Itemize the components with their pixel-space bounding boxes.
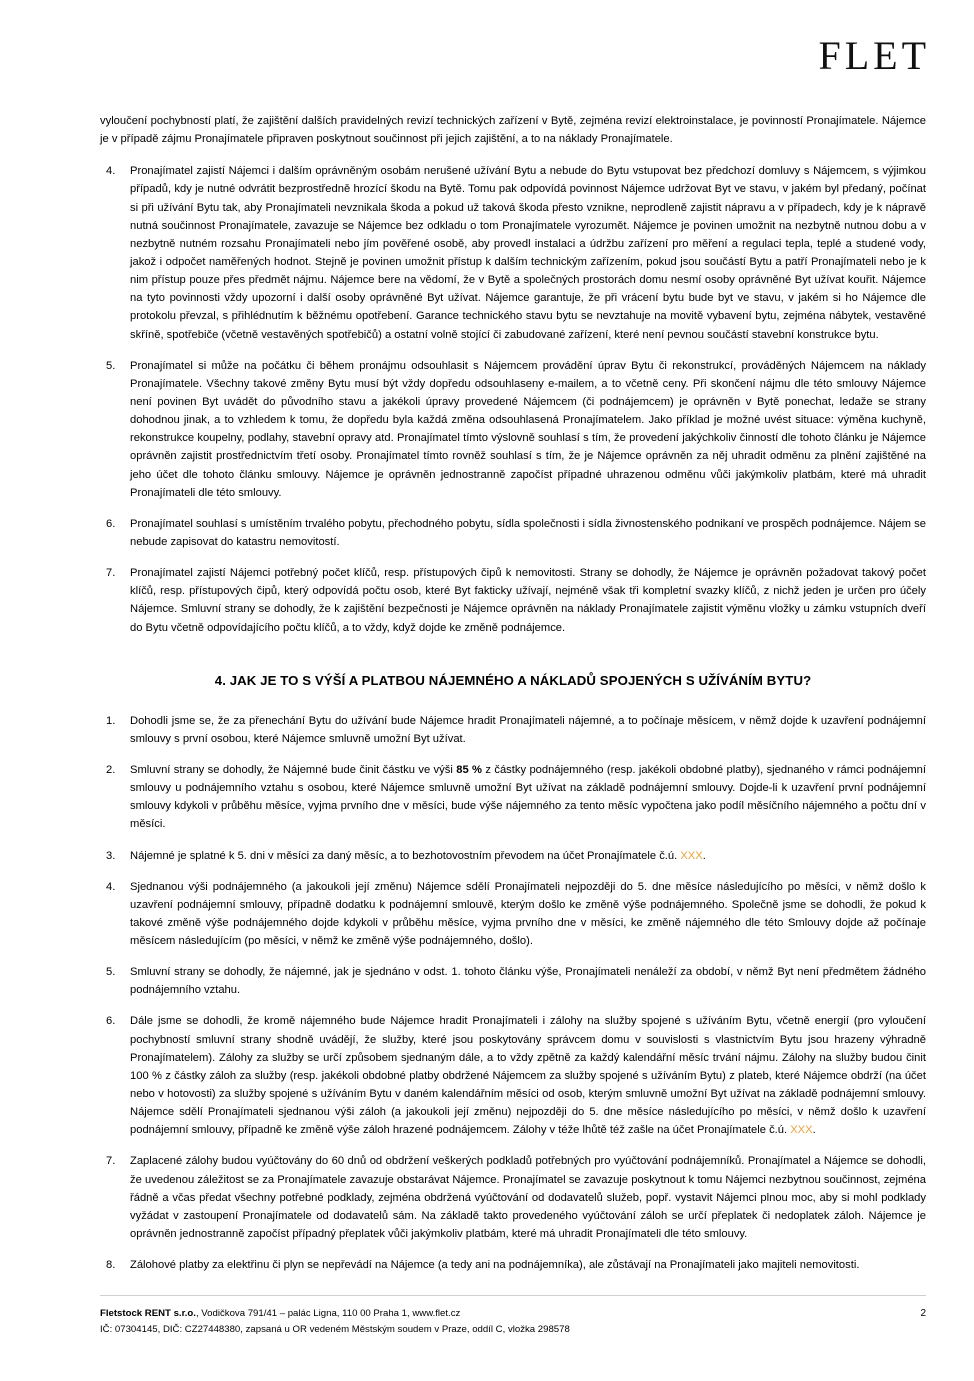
list-item [100,564,926,637]
list-item [100,878,926,951]
redacted-account-number: XXX [790,1124,813,1137]
footer-primary-row [100,1306,926,1322]
section-heading: 4. JAK JE TO S VÝŠÍ A PLATBOU NÁJEMNÉHO A NÁKLADŮ SPOJENÝCH S UŽÍVÁNÍM BYTU? [214,672,812,688]
clause-list-section-4 [100,712,926,1275]
list-item [100,761,926,834]
list-item-text: Pronajímatel souhlasí s umístěním trvalého pobytu, přechodného pobytu, sídla společnosti i sídla živnostenského podnikaní ve prospěch podnájemce. Nájem se nebude zapisovat do katastru nemovitostí. [130,517,926,548]
list-item-text: Smluvní strany se dohodly, že nájemné, jak je sjednáno v odst. 1. tohoto článku výše, Pronajímateli nenáleží za období, v němž Byt není předmětem žádného podnájemního vztahu. [130,966,926,997]
list-item-text-after: . [812,1124,816,1137]
brand-logo: FLET [818,33,930,78]
list-item-text: Sjednanou výši podnájemného (a jakoukoli její změnu) Nájemce sdělí Pronajímateli nejpozději do 5. dne měsíce následujícího po měsíci, v němž došlo k uzavření podnájemní smlouvy, případně dodatku k podnájemní smlouvě, kterým došlo ke změně výše podnájemného. Společně jsme se dohodli, že pokud k takové změně výše podnájemného dojde kdykoli v průběhu měsíce, vyjma prvního dne v měsíci, ke změně nájemného dle této Smlouvy dojde až počínaje měsícem následujícím (po měsíci, v němž ke změně výše podnájemného, došlo). [130,880,926,948]
list-item-text-after: z částky podnájemného (resp. jakékoli obdobné platby), sjednaného v rámci podnájemní smlouvy u podnájemního vztahu s osobou, které Nájemce smluvně umožní Byt užívat na základě podnájemní smlouvy. Dojde-li k uzavření první podnájemní smlouvy kdykoli v průběhu měsíce, vyjma prvního dne v měsíci, bude výše nájemného za tento měsíc vypočtena jako podíl měsíčního nájemného a počtu dní v měsíci. [130,763,926,831]
list-item-text-after: . [702,849,706,862]
list-item [100,847,926,865]
footer-company-address: , Vodičkova 791/41 – palác Ligna, 110 00 Praha 1, www.flet.cz [195,1307,461,1319]
page-footer [100,1295,926,1337]
list-item [100,963,926,999]
list-item-text: Pronajímatel zajistí Nájemci potřebný počet klíčů, resp. přístupových čipů k nemovitosti. Strany se dohodly, že Nájemce je oprávněn požadovat takový počet klíčů, resp. přístupových čipů, který odpovídá počtu osob, které Byt fakticky užívají, nejméně však tři kompletní svazky klíčů, z nichž jeden je určen pro účely Nájemce. Smluvní strany se dohodly, že k zajištění bezpečnosti je Nájemce oprávněn na náklady Pronajímatele zajistit výměnu vložky u zámku vstupních dveří do Bytu včetně odpovídajícího počtu klíčů, a to vždy, když dojde ke změně podnájemce. [130,567,926,634]
list-item-text: Zaplacené zálohy budou vyúčtovány do 60 dnů od obdržení veškerých podkladů potřebných pro vyúčtování podnájemníků. Pronajímatel a Nájemce se dohodli, že uvedenou záležitost se za Pronajímatele zavazuje obstarávat Nájemce. Pronajímatel se zavazuje poskytnout k tomu Nájemci nezbytnou součinnost, zejména řádně a včas předat všechny potřebné podklady, zejména obdržená vyúčtování od dodavatelů služeb, popř. vystavit Nájemci plnou moc, aby si mohl podklady vyžádat v zastoupení Pronajímatele od dodavatelů sám. Na základě takto provedeného vyúčtování záloh se určí přeplatek či nedoplatek záloh. Nájemce je oprávněn jednostranně započíst případný přeplatek vůči jakýmkoliv platbám, které má uhradit Pronajímateli dle této smlouvy. [130,1155,926,1241]
footer-company-line [100,1306,460,1321]
list-item [100,1256,926,1274]
list-item [100,712,926,748]
list-item-text: Dohodli jsme se, že za přenechání Bytu do užívání bude Nájemce hradit Pronajímateli nájemné, a to počínaje měsícem, v němž dojde k uzavření podnájemní smlouvy s první osobou, které Nájemce smluvně umožní Byt užívat. [130,714,926,745]
list-item-text-before: Smluvní strany se dohodly, že Nájemné bude činit částku ve výši [130,763,457,776]
list-item-text-before: Dále jsme se dohodli, že kromě nájemného bude Nájemce hradit Pronajímateli i zálohy na služby spojené s užíváním Bytu, včetně energií (pro vyloučení pochybností smluvní strany shodně uvádějí, že služby, které jsou poskytovány správcem domu v souvislosti s vlastnictvím Bytu jsou hrazeny výhradně Pronajímatelem). Zálohy za služby se určí způsobem sjednaným dále, a to vždy zpětně za každý kalendářní měsíc trvání nájmu. Zálohy na služby budou činit 100 % z částky záloh za služby (resp. jakékoli obdobné platby obdržené Nájemcem za služby spojené s užíváním Bytu) z plateb, které Nájemce obdrží (na účet nebo v hotovosti) za služby spojené s užíváním Bytu v daném kalendářním měsíci od osob, kterým smluvně umožní Byt užívat na základě podnájemní smlouvy. Nájemce sdělí Pronajímateli sjednanou výši záloh (a jakoukoli její změnu) nejpozději do 5. dne měsíce následujícího po měsíci, v němž došlo k uzavření podnájemní smlouvy, případně ke změně výše záloh hrazené podnájemcem. Zálohy v téže lhůtě též zašle na účet Pronajímatele č.ú. [130,1015,926,1137]
list-item-text-before: Nájemné je splatné k 5. dni v měsíci za daný měsíc, a to bezhotovostním převodem na účet Pronajímatele č.ú. [130,849,681,862]
list-item [100,357,926,502]
intro-paragraph: vyloučení pochybností platí, že zajištění dalších pravidelných revizí technických zařízení v Bytě, zejména revizí elektroinstalace, je povinností Pronajímatele. Nájemce je v případě zájmu Pronajímatele připraven poskytnout součinnost při jejich zajištění, a to na náklady Pronajímatele. [100,115,926,146]
page-number: 2 [920,1307,926,1319]
list-item [100,162,926,343]
footer-company-name: Fletstock RENT s.r.o. [100,1307,196,1319]
footer-identifiers: IČ: 07304145, DIČ: CZ27448380, zapsaná u OR vedeném Městským soudem v Praze, oddíl C, vložka 298578 [100,1323,570,1335]
list-item-text: Pronajímatel si může na počátku či během pronájmu odsouhlasit s Nájemcem provádění úprav Bytu či rekonstrukcí, prováděných Nájemcem na náklady Pronajímatele. Všechny takové změny Bytu musí být vždy dopředu odsouhlaseny e-mailem, a to včetně ceny. Při skončení nájmu dle této smlouvy Nájemce není povinen Byt uvádět do původního stavu a jakékoli úpravy provedené Nájemcem (či podnájemcem) je oprávněn v Bytě ponechat, ledaže se strany dohodnou jinak, a to vzhledem k tomu, že dopředu byla každá změna odsouhlasená Pronajímatelem. Jako příklad je možné uvést situace: výměna kuchyně, rekonstrukce koupelny, podlahy, stavební opravy atd. Pronajímatel tímto výslovně souhlasí s tím, že provedení jakýchkoliv činností dle tohoto článku je Nájemce oprávněn zajistit prostřednictvím třetí osoby. Pronajímatel tímto rovněž souhlasí s tím, že je Nájemce oprávněn za něj uhradit odměnu za plnění zajištěné na jeho účet dle tohoto článku smlouvy. Nájemce je oprávněn jednostranně započíst případné uhrazenou odměnu vůči jakýmkoliv platbám, které má uhradit Pronajímateli dle této smlouvy. [130,359,926,499]
redacted-account-number: XXX [680,849,703,862]
list-item [100,1012,926,1139]
list-item [100,515,926,551]
rent-percentage: 85 % [456,763,482,776]
list-item-text: Zálohové platby za elektřinu či plyn se nepřevádí na Nájemce (a tedy ani na podnájemníka), ale zůstávají na Pronajímateli jako majiteli nemovitosti. [130,1259,860,1272]
clause-list-continued [100,162,926,636]
list-item [100,1152,926,1243]
list-item-text: Pronajímatel zajistí Nájemci i dalším oprávněným osobám nerušené užívání Bytu a nebude do Bytu vstupovat bez předchozí domluvy s Nájemcem, s výjimkou případů, kdy je nutné odvrátit bezprostředně hrozící škodu na Bytě. Tomu pak odpovídá povinnost Nájemce udržovat Byt ve stavu, v jakém byl předaný, počínat si při užívání Bytu tak, aby Pronajímateli nevznikala škoda a pokud už taková škoda přesto vznikne, neprodleně zajistit nápravu a v případech, kdy je k nápravě nutná součinnost Pronajímatele, zavazuje se Nájemce bez odkladu o tom Pronajímatele vyrozumět. Nájemce je povinen umožnit na nezbytně nutnou dobu a v nezbytně nutném rozsahu Pronajímateli nebo jím pověřené osobě, aby provedl instalaci a údržbu zařízení pro měření a regulaci tepla, teplé a studené vody, jakož i odpočet naměřených hodnot. Stejně je povinen umožnit přístup k dalším technickým zařízením, pokud jsou součástí Bytu a patří Pronajímateli nebo je k nim přístup pouze přes předmět nájmu. Nájemce bere na vědomí, že v Bytě a společných prostorách domu nesmí osoby oprávněné Byt užívat kouřit. Nájemce na tyto povinnosti vždy upozorní i další osoby oprávněné Byt užívat. Nájemce garantuje, že při vrácení bytu bude byt ve stavu, v jakém si ho Nájemce dle protokolu převzal, s přihlédnutím k běžnému opotřebení. Garance technického stavu bytu se nevztahuje na movitě vybavení bytu, zejména nábytek, vestavěné skříně, spotřebiče (včetně vestavěných spotřebičů) a ostatní volně stojící či zabudované zařízení, které není pevnou součástí stavební konstrukce bytu. [130,165,926,341]
